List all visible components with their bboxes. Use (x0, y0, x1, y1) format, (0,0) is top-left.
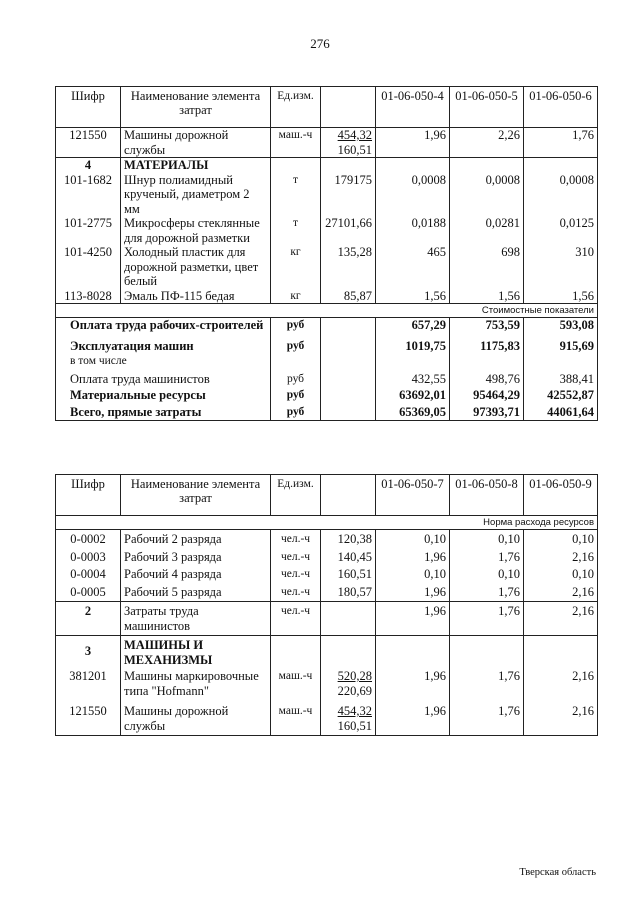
summary-value-2: 753,59 (450, 318, 524, 333)
section-number: 2 (56, 602, 121, 636)
row-value-1: 1,96 (376, 667, 450, 698)
row-code: 0-0003 (56, 547, 121, 565)
row-value-3: 0,0008 (524, 173, 598, 217)
row-code: 0-0005 (56, 582, 121, 602)
summary-value-2: 97393,71 (450, 403, 524, 421)
row-name: Холодный пластик для дорожной разметки, цвет белый (121, 245, 271, 289)
section-title: МАШИНЫ И МЕХАНИЗМЫ (121, 636, 271, 668)
section-header (56, 636, 598, 668)
summary-row (56, 318, 598, 333)
summary-unit: руб (271, 403, 321, 421)
row-value-2: 0,10 (450, 564, 524, 582)
row-code: 0-0002 (56, 530, 121, 547)
header-col-9: 01-06-050-9 (524, 475, 598, 516)
caption-row (56, 304, 598, 318)
summary-row (56, 386, 598, 403)
caption-row (56, 516, 598, 530)
row-unit: чел.-ч (271, 547, 321, 565)
table-row (56, 582, 598, 602)
header-code: Шифр (56, 87, 121, 128)
summary-sub: в том числе (70, 355, 127, 367)
row-code: 121550 (56, 698, 121, 736)
row-code: 101-1682 (56, 173, 121, 217)
summary-row (56, 333, 598, 369)
row-name: Микросферы стеклянные для дорожной разметки (121, 216, 271, 245)
summary-name-cell (56, 333, 271, 369)
row-price: 27101,66 (321, 216, 376, 245)
header-col-5: 01-06-050-5 (450, 87, 524, 128)
summary-value-2: 1175,83 (450, 333, 524, 369)
table-row (56, 530, 598, 547)
summary-value-3: 388,41 (524, 369, 598, 387)
table-row (56, 698, 598, 736)
section-row (56, 602, 598, 636)
row-value-1: 1,96 (376, 698, 450, 736)
price-top: 520,28 (337, 669, 372, 683)
table-header (56, 87, 598, 128)
row-value-2: 0,0008 (450, 173, 524, 217)
row-value-1: 1,96 (376, 582, 450, 602)
row-name: Рабочий 4 разряда (121, 564, 271, 582)
summary-name: Оплата труда рабочих-строителей (56, 318, 271, 333)
row-unit: маш.-ч (271, 698, 321, 736)
table-header (56, 475, 598, 516)
summary-name: Оплата труда машинистов (56, 369, 271, 387)
header-code: Шифр (56, 475, 121, 516)
row-value-1: 1,96 (376, 547, 450, 565)
price-top: 454,32 (337, 704, 372, 718)
row-value-3: 0,10 (524, 564, 598, 582)
row-value-3: 0,0125 (524, 216, 598, 245)
header-price (321, 475, 376, 516)
row-value-3: 1,56 (524, 289, 598, 304)
section-number: 4 (56, 158, 121, 173)
row-value-1: 0,0188 (376, 216, 450, 245)
row-code: 0-0004 (56, 564, 121, 582)
page-number: 276 (310, 36, 330, 51)
row-value-1: 0,0008 (376, 173, 450, 217)
header-col-8: 01-06-050-8 (450, 475, 524, 516)
row-value-1: 0,10 (376, 530, 450, 547)
row-value-2: 1,76 (450, 547, 524, 565)
header-col-6: 01-06-050-6 (524, 87, 598, 128)
header-col-4: 01-06-050-4 (376, 87, 450, 128)
summary-value-3: 593,08 (524, 318, 598, 333)
summary-name: Материальные ресурсы (56, 386, 271, 403)
summary-value-2: 95464,29 (450, 386, 524, 403)
table-row (56, 216, 598, 245)
row-name: Машины дорожной службы (121, 698, 271, 736)
table-row (56, 667, 598, 698)
table-row (56, 547, 598, 565)
row-name: Рабочий 5 разряда (121, 582, 271, 602)
row-unit: чел.-ч (271, 530, 321, 547)
row-name: Машины дорожной службы (121, 128, 271, 158)
summary-value-3: 915,69 (524, 333, 598, 369)
row-price (321, 128, 376, 158)
row-price: 160,51 (321, 564, 376, 582)
summary-value-1: 65369,05 (376, 403, 450, 421)
row-value-2: 1,76 (450, 667, 524, 698)
table-row (56, 245, 598, 289)
header-col-7: 01-06-050-7 (376, 475, 450, 516)
resource-table-1 (55, 86, 598, 421)
summary-value-3: 42552,87 (524, 386, 598, 403)
resource-table-2 (55, 474, 598, 736)
row-value-1: 1,96 (376, 602, 450, 636)
row-code: 113-8028 (56, 289, 121, 304)
summary-value-3: 44061,64 (524, 403, 598, 421)
row-price (321, 667, 376, 698)
price-top: 454,32 (337, 128, 372, 142)
summary-name: Всего, прямые затраты (56, 403, 271, 421)
row-price: 140,45 (321, 547, 376, 565)
summary-unit: руб (271, 318, 321, 333)
row-value-2: 1,76 (450, 602, 524, 636)
row-name: Машины маркировочные типа "Hofmann" (121, 667, 271, 698)
summary-name: Эксплуатация машин (70, 338, 194, 353)
row-value-3: 2,16 (524, 547, 598, 565)
row-value-2: 2,26 (450, 128, 524, 158)
summary-unit: руб (271, 369, 321, 387)
summary-unit: руб (271, 333, 321, 369)
row-unit: маш.-ч (271, 667, 321, 698)
row-price: 135,28 (321, 245, 376, 289)
header-unit: Ед.изм. (271, 475, 321, 516)
row-price: 179175 (321, 173, 376, 217)
row-value-1: 1,56 (376, 289, 450, 304)
row-name: Рабочий 2 разряда (121, 530, 271, 547)
summary-value-1: 657,29 (376, 318, 450, 333)
summary-value-2: 498,76 (450, 369, 524, 387)
section-title: МАТЕРИАЛЫ (121, 158, 271, 173)
row-value-1: 1,96 (376, 128, 450, 158)
row-price: 180,57 (321, 582, 376, 602)
row-value-3: 2,16 (524, 667, 598, 698)
row-unit: чел.-ч (271, 564, 321, 582)
summary-row (56, 403, 598, 421)
price-bottom: 160,51 (337, 142, 372, 157)
row-price (321, 698, 376, 736)
price-bottom: 220,69 (337, 683, 372, 698)
row-price: 85,87 (321, 289, 376, 304)
row-value-2: 698 (450, 245, 524, 289)
row-name: Затраты труда машинистов (121, 602, 271, 636)
row-value-3: 2,16 (524, 582, 598, 602)
norm-caption: Норма расхода ресурсов (56, 516, 598, 530)
row-value-3: 310 (524, 245, 598, 289)
row-unit: кг (271, 289, 321, 304)
header-unit: Ед.изм. (271, 87, 321, 128)
row-unit: чел.-ч (271, 582, 321, 602)
header-price (321, 87, 376, 128)
row-name: Эмаль ПФ-115 бедая (121, 289, 271, 304)
row-value-3: 1,76 (524, 128, 598, 158)
header-name: Наименование элемента затрат (121, 475, 271, 516)
row-value-3: 0,10 (524, 530, 598, 547)
table-row (56, 173, 598, 217)
row-value-2: 1,76 (450, 698, 524, 736)
row-value-2: 1,56 (450, 289, 524, 304)
row-unit: т (271, 216, 321, 245)
row-value-2: 0,10 (450, 530, 524, 547)
row-value-1: 465 (376, 245, 450, 289)
cost-caption: Стоимостные показатели (56, 304, 598, 318)
row-value-2: 0,0281 (450, 216, 524, 245)
summary-value-1: 432,55 (376, 369, 450, 387)
row-name: Шнур полиамидный крученый, диаметром 2 мм (121, 173, 271, 217)
table-row (56, 128, 598, 158)
row-price: 120,38 (321, 530, 376, 547)
row-name: Рабочий 3 разряда (121, 547, 271, 565)
table-row (56, 564, 598, 582)
summary-unit: руб (271, 386, 321, 403)
row-code: 101-2775 (56, 216, 121, 245)
row-code: 101-4250 (56, 245, 121, 289)
row-value-1: 0,10 (376, 564, 450, 582)
table-row (56, 289, 598, 304)
summary-value-1: 1019,75 (376, 333, 450, 369)
header-name: Наименование элемента затрат (121, 87, 271, 128)
section-header (56, 158, 598, 173)
row-value-3: 2,16 (524, 698, 598, 736)
price-bottom: 160,51 (337, 718, 372, 733)
summary-value-1: 63692,01 (376, 386, 450, 403)
footer-region: Тверская область (519, 867, 596, 878)
section-number: 3 (56, 636, 121, 668)
row-value-3: 2,16 (524, 602, 598, 636)
summary-row (56, 369, 598, 387)
row-unit: кг (271, 245, 321, 289)
row-code: 121550 (56, 128, 121, 158)
row-unit: т (271, 173, 321, 217)
row-unit: маш.-ч (271, 128, 321, 158)
row-unit: чел.-ч (271, 602, 321, 636)
row-code: 381201 (56, 667, 121, 698)
row-value-2: 1,76 (450, 582, 524, 602)
